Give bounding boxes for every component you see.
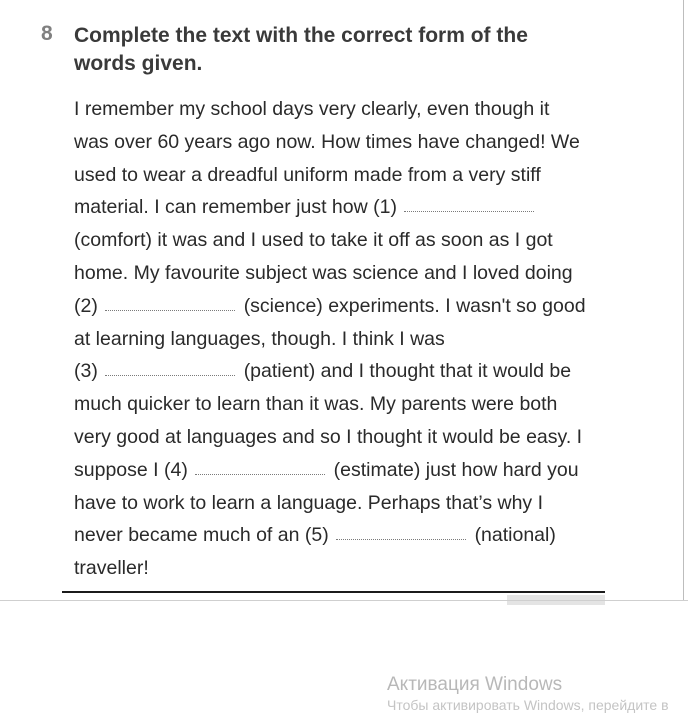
windows-activation-title: Активация Windows [387, 674, 563, 695]
text-segment: (2) [74, 294, 98, 317]
answer-blank-2[interactable] [105, 308, 235, 311]
text-segment: (national) [474, 524, 556, 547]
windows-activation-hint: Чтобы активировать Windows, перейдите в [387, 697, 669, 713]
text-line: (comfort) it was and I used to take it off as soon as I got [74, 229, 553, 252]
text-segment: never became much of an (5) [74, 524, 329, 547]
text-line: at learning languages, though. I think I was [74, 327, 445, 350]
text-line: very good at languages and so I thought it would be easy. I [74, 425, 583, 448]
text-line [74, 355, 614, 388]
text-line: used to wear a dreadful uniform made from a very stiff [74, 163, 541, 186]
section-divider [62, 591, 605, 593]
exercise-text [74, 93, 614, 585]
text-line [74, 454, 614, 487]
text-segment: suppose I (4) [74, 458, 188, 481]
page-edge-right [683, 0, 684, 600]
text-line: traveller! [74, 557, 149, 580]
title-line-1: Complete the text with the correct form of the [74, 24, 528, 47]
text-segment: material. I can remember just how (1) [74, 196, 397, 219]
text-segment: (science) experiments. I wasn't so good [243, 294, 586, 317]
text-line: was over 60 years ago now. How times have changed! We [74, 130, 580, 153]
text-line: much quicker to learn than it was. My parents were both [74, 393, 558, 416]
answer-blank-1[interactable] [404, 209, 534, 212]
text-segment: (patient) and I thought that it would be [243, 360, 572, 383]
text-line [74, 290, 614, 323]
text-line [74, 519, 614, 552]
text-line: home. My favourite subject was science and I loved doing [74, 261, 573, 284]
title-line-2: words given. [74, 52, 203, 75]
page-edge-bottom [0, 600, 688, 601]
text-line: have to work to learn a language. Perhaps that’s why I [74, 491, 544, 514]
answer-blank-3[interactable] [105, 373, 235, 376]
text-line [74, 191, 614, 224]
text-segment: (estimate) just how hard you [333, 458, 579, 481]
text-segment: (3) [74, 360, 98, 383]
text-line: I remember my school days very clearly, even though it [74, 98, 550, 120]
exercise-number: 8 [41, 22, 53, 45]
exercise-title [74, 22, 594, 78]
answer-blank-5[interactable] [336, 537, 466, 540]
answer-blank-4[interactable] [195, 472, 325, 475]
